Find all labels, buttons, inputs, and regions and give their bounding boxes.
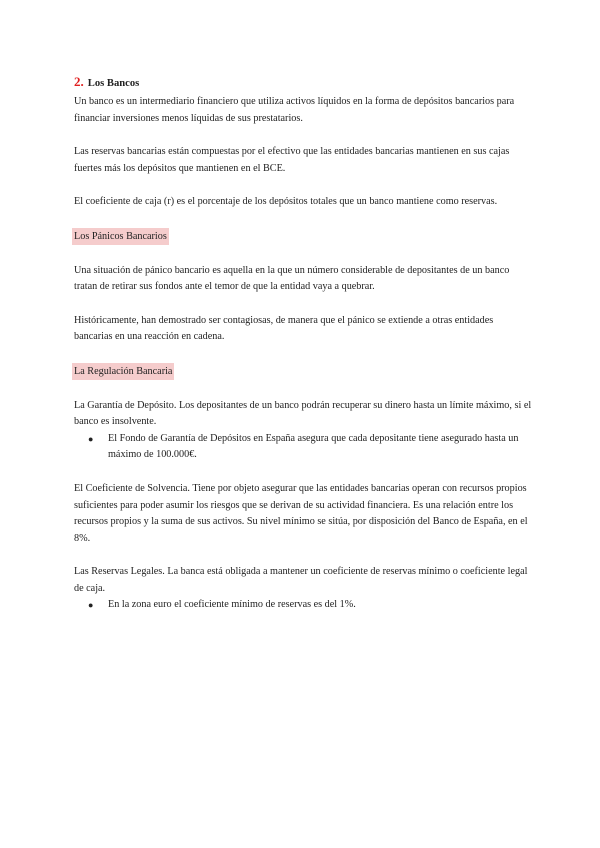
list-item bbox=[74, 597, 534, 614]
section-heading bbox=[74, 74, 534, 92]
list-item-text: En la zona euro el coeficiente mínimo de reservas es del 1%. bbox=[108, 599, 356, 611]
paragraph-legal-reserves: Las Reservas Legales. La banca está obligada a mantener un coeficiente de reservas mínimo o coeficiente legal de caja. bbox=[74, 566, 528, 594]
paragraph-cash-ratio: El coeficiente de caja (r) es el porcentaje de los depósitos totales que un banco mantiene como reservas. bbox=[74, 196, 498, 208]
paragraph-panic-contagion: Históricamente, han demostrado ser contagiosas, de manera que el pánico se extiende a otras entidades bancarias en una reacción en cadena. bbox=[74, 314, 494, 343]
list-item bbox=[74, 431, 534, 464]
paragraph-bank-reserves: Las reservas bancarias están compuestas por el efectivo que las entidades bancarias mantienen en sus cajas fuertes más los depósitos que mantienen en el BCE. bbox=[74, 146, 510, 174]
legal-reserves-list bbox=[74, 597, 534, 614]
paragraph-panic-definition: Una situación de pánico bancario es aquella en la que un número considerable de depositantes de un banco tratan de retirar sus fondos ante el temor de que la entidad vaya a quebrar. bbox=[74, 264, 510, 293]
paragraph-bank-definition: Un banco es un intermediario financiero que utiliza activos líquidos en la forma de depósitos bancarios para financiar inversiones menos líquidas de sus prestatarios. bbox=[74, 96, 515, 124]
paragraph-solvency-ratio: El Coeficiente de Solvencia. Tiene por objeto asegurar que las entidades bancarias operan con recursos propios suficientes para poder asumir los riesgos que se derivan de su actividad financiera. Es una relación entre los recursos propios y la suma de sus activos. Su nivel mínimo se sitúa, por disposición del Banco de España, en el 8%. bbox=[74, 482, 528, 544]
section-number: 2. bbox=[74, 74, 84, 89]
document-body bbox=[74, 74, 534, 614]
bullet-icon: ● bbox=[88, 433, 94, 444]
list-item-text: El Fondo de Garantía de Depósitos en España asegura que cada depositante tiene asegurado hasta un máximo de 100.000€. bbox=[108, 432, 519, 461]
subheading-bank-regulation: La Regulación Bancaria bbox=[72, 363, 174, 380]
paragraph-deposit-guarantee: La Garantía de Depósito. Los depositantes de un banco podrán recuperar su dinero hasta un límite máximo, si el banco es insolvente. bbox=[74, 399, 532, 428]
deposit-guarantee-list bbox=[74, 431, 534, 464]
subheading-bank-panics: Los Pánicos Bancarios bbox=[72, 228, 169, 245]
section-title: Los Bancos bbox=[87, 78, 140, 89]
bullet-icon: ● bbox=[88, 600, 94, 611]
